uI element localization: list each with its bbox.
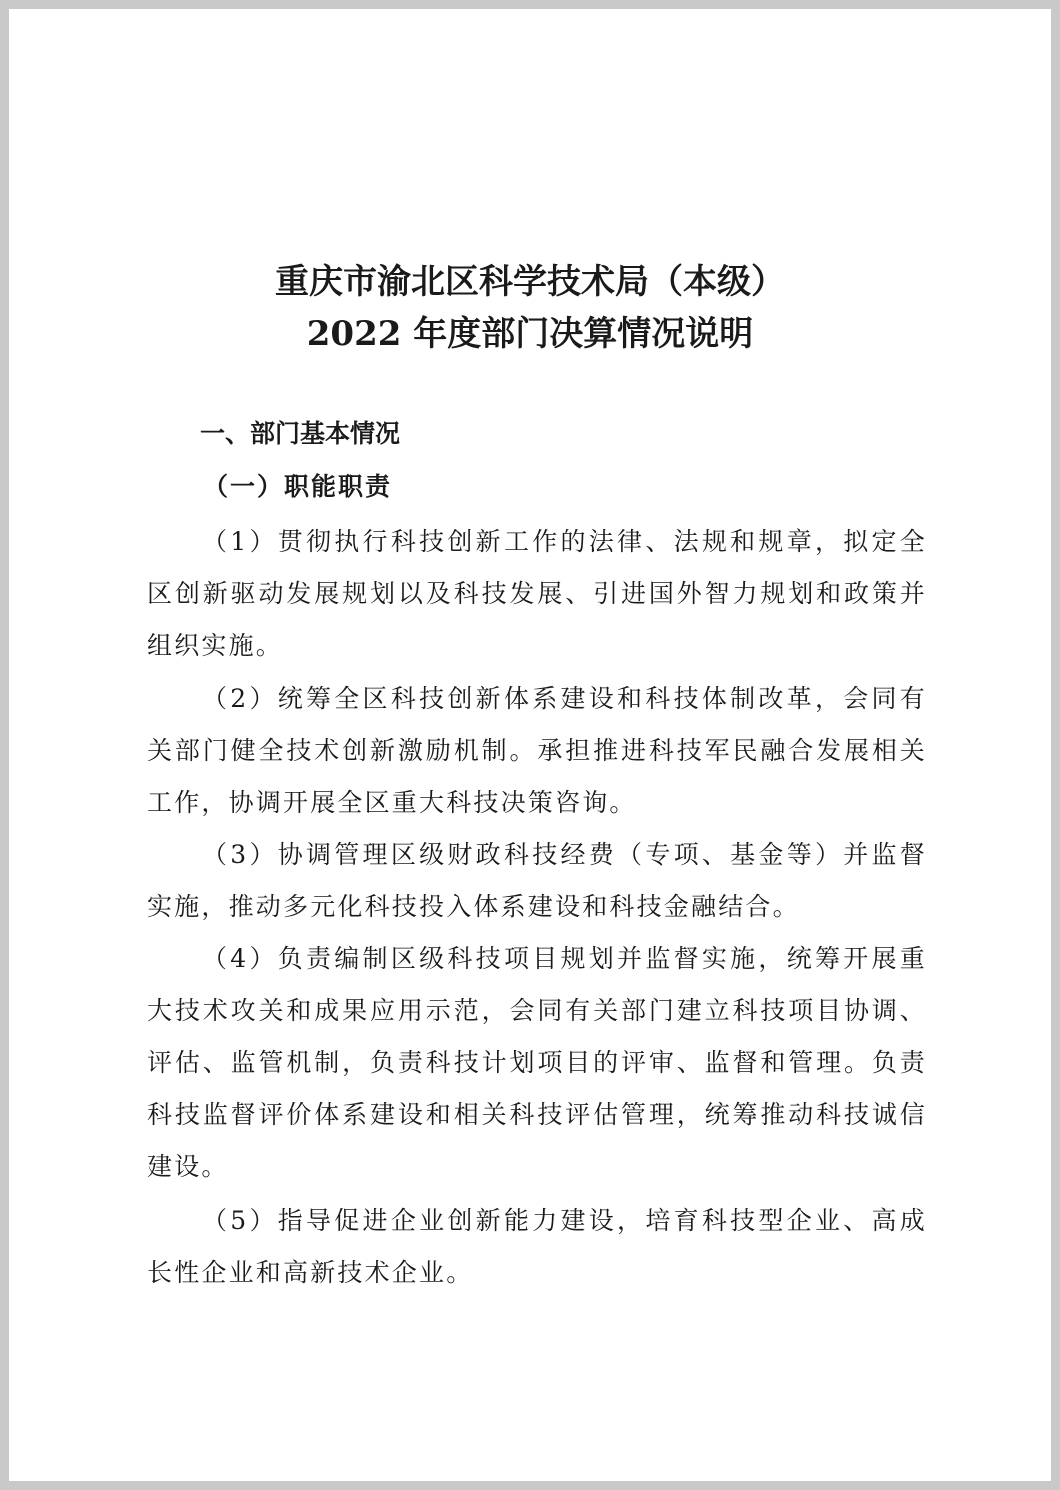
paragraph-duty-3: （3）协调管理区级财政科技经费（专项、基金等）并监督实施，推动多元化科技投入体系建设和科技金融结合。 (147, 840, 927, 921)
subsection-heading: （一）职能职责 (203, 472, 393, 501)
section-heading: 一、部门基本情况 (200, 419, 401, 448)
document-title-line2: 2022 年度部门决算情况说明 (306, 314, 754, 354)
paragraph-duty-1: （1）贯彻执行科技创新工作的法律、法规和规章，拟定全区创新驱动发展规划以及科技发展、引进国外智力规划和政策并组织实施。 (147, 527, 927, 660)
paragraph-duty-2: （2）统筹全区科技创新体系建设和科技体制改革，会同有关部门健全技术创新激励机制。承担推进科技军民融合发展相关工作，协调开展全区重大科技决策咨询。 (147, 684, 927, 817)
paragraph-duty-5: （5）指导促进企业创新能力建设，培育科技型企业、高成长性企业和高新技术企业。 (147, 1206, 927, 1287)
document-title-line1: 重庆市渝北区科学技术局（本级） (275, 262, 785, 302)
paragraph-duty-4: （4）负责编制区级科技项目规划并监督实施，统筹开展重大技术攻关和成果应用示范，会同有关部门建立科技项目协调、评估、监管机制，负责科技计划项目的评审、监督和管理。负责科技监督评价体系建设和相关科技评估管理，统筹推动科技诚信建设。 (147, 944, 927, 1181)
document-page (9, 9, 1051, 1481)
